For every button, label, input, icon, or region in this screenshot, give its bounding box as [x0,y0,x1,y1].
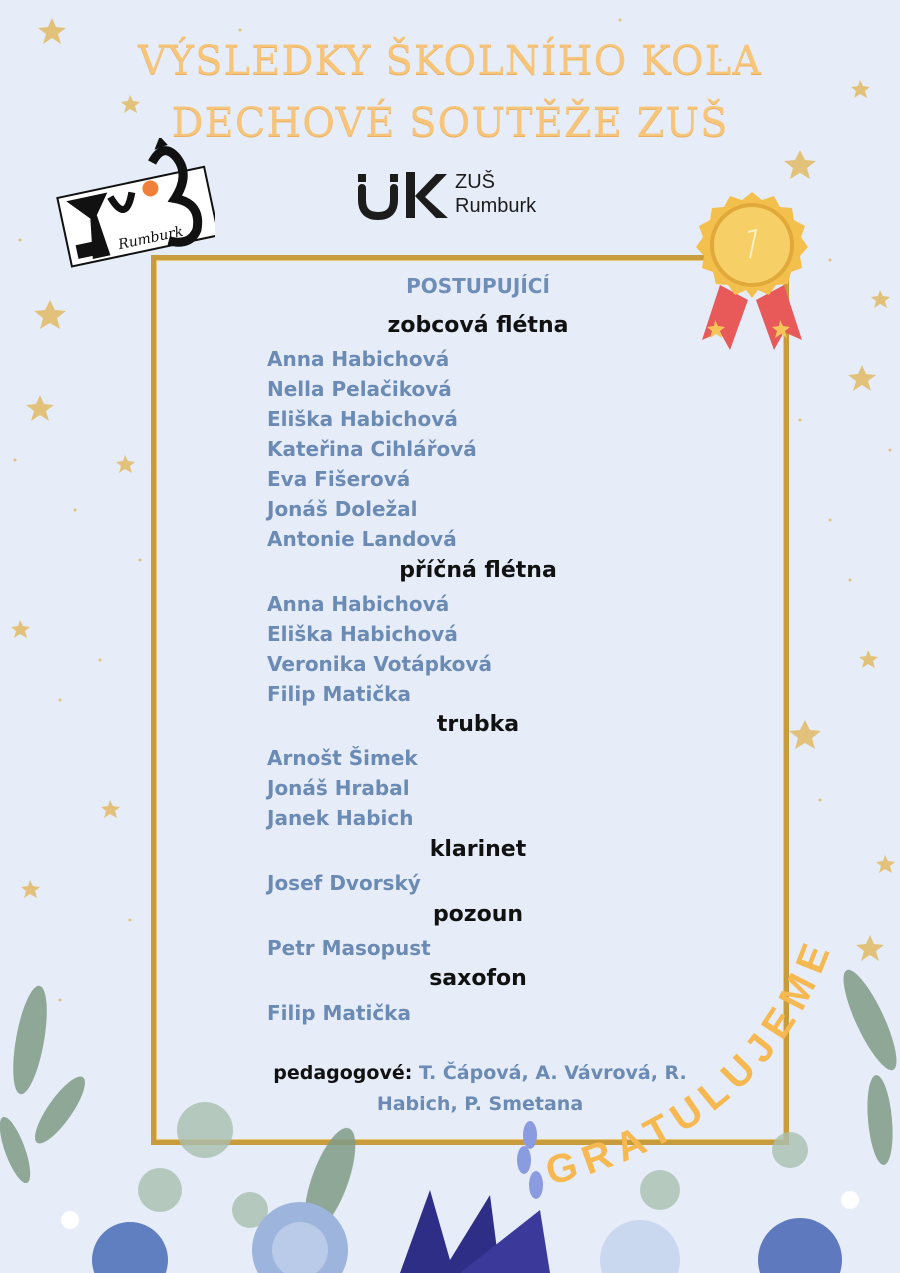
page-title-line2: DECHOVÉ SOUTĚŽE ZUŠ [171,100,729,146]
student-name: Janek Habich [267,806,414,830]
teachers-names-line2: Habich, P. Smetana [376,1093,584,1115]
student-name: Eliška Habichová [267,407,458,431]
student-name: Veronika Votápková [267,652,492,676]
teachers-label: pedagogové: [273,1062,413,1084]
logo-text-line2: Rumburk [455,195,537,217]
category-title: saxofon [429,966,527,991]
teachers-names-line1: T. Čápová, A. Vávrová, R. [418,1062,687,1084]
student-name: Eva Fišerová [267,467,411,491]
advancing-heading: POSTUPUJÍCÍ [406,274,550,298]
student-name: Filip Matička [267,1001,411,1025]
student-name: Filip Matička [267,682,411,706]
category-title: pozoun [432,902,524,927]
student-name: Antonie Landová [267,527,457,551]
page-title-line1: VÝSLEDKY ŠKOLNÍHO KOLA [137,38,763,84]
school-logo [50,138,215,268]
student-name: Josef Dvorský [267,871,421,895]
student-name: Nella Pelačiková [267,377,452,401]
student-name: Petr Masopust [267,936,431,960]
congratulations-text: GRATULUJEME [540,930,842,1194]
category-title: klarinet [429,837,527,862]
congratulations-stamp [520,900,900,1200]
category-title: trubka [436,712,520,737]
svg-text:GRATULUJEME [541,931,841,1194]
student-name: Jonáš Doležal [267,497,418,521]
category-title: zobcová flétna [387,313,569,338]
category-title: příčná flétna [399,558,557,583]
student-name: Eliška Habichová [267,622,458,646]
student-name: Jonáš Hrabal [267,776,410,800]
logo-text [455,170,536,218]
student-name: Anna Habichová [267,347,450,371]
student-name: Anna Habichová [267,592,450,616]
logo-text-line1: ZUŠ [455,171,495,193]
svg-text:Rumburk: Rumburk [116,223,185,254]
student-name: Arnošt Šimek [267,746,418,770]
student-name: Kateřina Cihlářová [267,437,477,461]
